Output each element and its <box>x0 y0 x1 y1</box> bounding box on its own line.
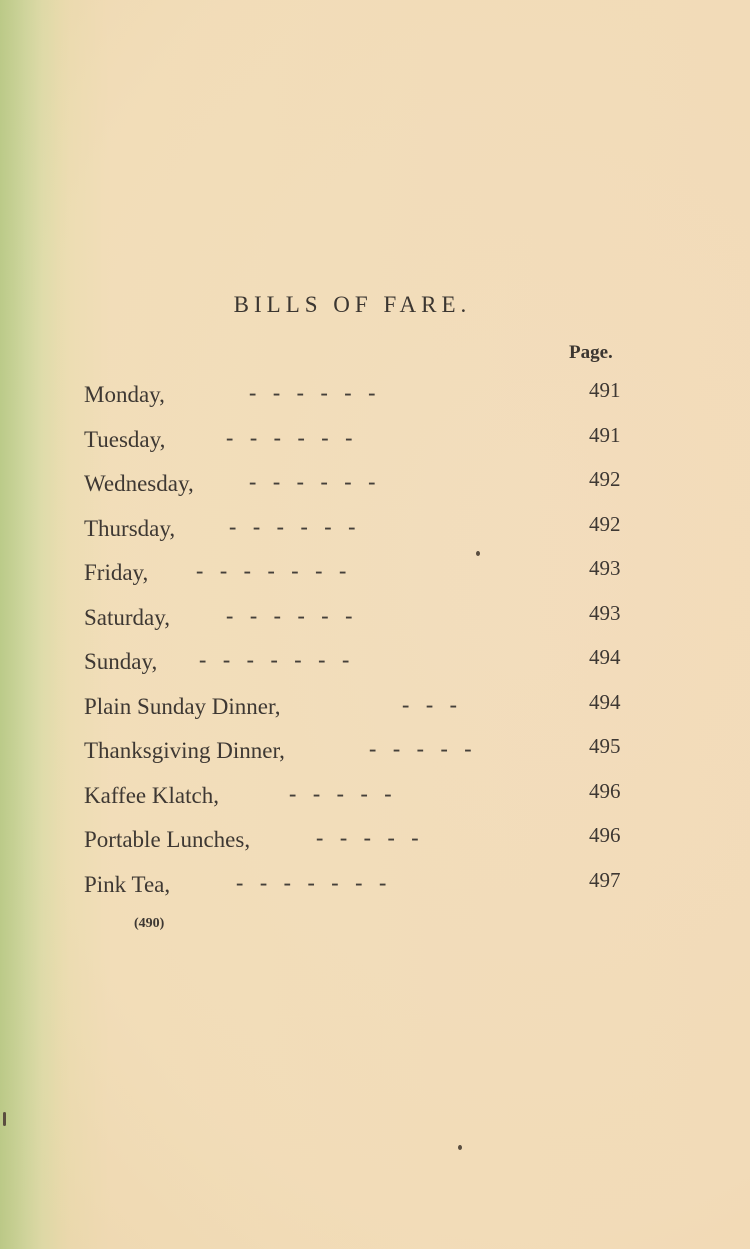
entry-label: Portable Lunches, <box>84 827 251 852</box>
entry-page: 496 <box>589 778 621 803</box>
entry-label: Monday, <box>84 382 165 407</box>
list-item <box>84 554 644 599</box>
entry-label: Friday, <box>84 560 149 585</box>
leader-dots: - - - - - - - <box>199 647 350 672</box>
list-item <box>84 732 644 777</box>
entry-page: 493 <box>589 556 621 580</box>
entry-page: 494 <box>589 689 621 714</box>
page-folio: (490) <box>134 916 165 931</box>
bill-of-fare-list <box>84 376 644 910</box>
list-item <box>84 866 644 911</box>
entry-label: Kaffee Klatch, <box>84 782 219 808</box>
leader-dots: - - - - - - - <box>196 558 347 583</box>
ink-speck <box>3 1112 6 1126</box>
entry-label: Plain Sunday Dinner, <box>84 693 281 719</box>
list-item <box>84 599 644 644</box>
leader-dots: - - - - - - <box>226 602 353 628</box>
entry-page: 497 <box>589 867 621 892</box>
page-title: BILLS OF FARE. <box>233 292 472 317</box>
entry-label: Thursday, <box>84 515 176 541</box>
entry-page: 492 <box>589 511 621 536</box>
leader-dots: - - - <box>402 691 457 717</box>
entry-page: 495 <box>589 734 621 758</box>
list-item <box>84 421 644 466</box>
entry-label: Saturday, <box>84 604 171 630</box>
entry-page: 493 <box>589 600 621 625</box>
list-item <box>84 510 644 555</box>
entry-label: Thanksgiving Dinner, <box>84 738 285 763</box>
leader-dots: - - - - - - <box>249 469 376 494</box>
entry-page: 491 <box>589 422 621 447</box>
ink-speck <box>476 551 480 556</box>
leader-dots: - - - - - - <box>226 424 353 450</box>
list-item <box>84 376 644 421</box>
entry-label: Sunday, <box>84 649 158 674</box>
list-item <box>84 688 644 733</box>
leader-dots: - - - - - <box>289 780 392 806</box>
list-item <box>84 777 644 822</box>
leader-dots: - - - - - - <box>229 513 356 539</box>
leader-dots: - - - - - <box>316 825 419 850</box>
leader-dots: - - - - - - <box>249 380 376 405</box>
gutter-shadow <box>0 0 70 1249</box>
page-column-header: Page. <box>569 342 613 363</box>
leader-dots: - - - - - <box>369 736 472 761</box>
leader-dots: - - - - - - - <box>236 869 387 895</box>
entry-label: Wednesday, <box>84 471 194 496</box>
list-item <box>84 643 644 688</box>
ink-speck <box>458 1145 462 1150</box>
entry-page: 492 <box>589 467 621 491</box>
entry-label: Tuesday, <box>84 426 166 452</box>
entry-label: Pink Tea, <box>84 871 171 897</box>
list-item <box>84 465 644 510</box>
list-item <box>84 821 644 866</box>
entry-page: 496 <box>589 823 621 847</box>
entry-page: 491 <box>589 378 621 402</box>
entry-page: 494 <box>589 645 621 669</box>
